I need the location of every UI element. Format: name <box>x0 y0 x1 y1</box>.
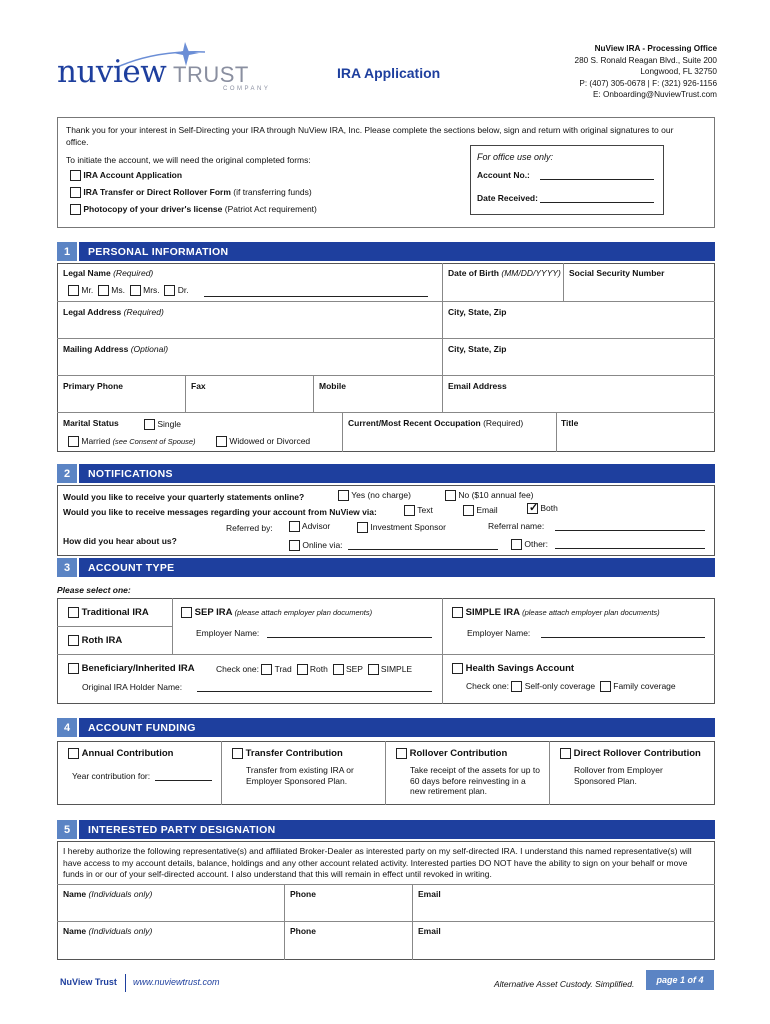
simple-employer-label: Employer Name: <box>467 628 531 638</box>
legal-address-label: Legal Address (Required) <box>63 307 164 317</box>
section-5-header <box>57 820 715 839</box>
hsa-option: Health Savings Account <box>452 663 574 674</box>
rollover-description: Take receipt of the assets for up to 60 days before reinvesting in a new retirement plan. <box>410 765 540 796</box>
annual-checkbox[interactable] <box>68 748 79 759</box>
transfer-checkbox[interactable] <box>232 748 243 759</box>
section-title: NOTIFICATIONS <box>79 464 715 483</box>
ira-application-checkbox[interactable] <box>70 170 81 181</box>
rollover-checkbox[interactable] <box>396 748 407 759</box>
both-option: ✓ Both <box>527 503 558 514</box>
divider <box>57 412 715 413</box>
section-2-header <box>57 464 715 483</box>
inherited-trad-checkbox[interactable] <box>261 664 272 675</box>
prefix-mr-checkbox[interactable] <box>68 285 79 296</box>
section-title: ACCOUNT FUNDING <box>79 718 715 737</box>
advisor-option: Advisor <box>289 521 330 532</box>
section-title: INTERESTED PARTY DESIGNATION <box>79 820 715 839</box>
prefix-mrs-checkbox[interactable] <box>130 285 141 296</box>
party2-email-label: Email <box>418 926 441 936</box>
widowed-option: Widowed or Divorced <box>216 436 310 447</box>
self-only-checkbox[interactable] <box>511 681 522 692</box>
hsa-coverage-options: Check one: Self-only coverage Family coverage <box>466 681 676 691</box>
messages-question: Would you like to receive messages regarding your account from NuView via: <box>63 507 377 517</box>
single-checkbox[interactable] <box>144 419 155 430</box>
divider <box>185 375 186 412</box>
year-contribution-label: Year contribution for: <box>72 771 151 781</box>
divider <box>385 741 386 805</box>
section-number: 5 <box>57 820 77 839</box>
transfer-form-checkbox[interactable] <box>70 187 81 198</box>
section-number: 1 <box>57 242 77 261</box>
divider <box>556 412 557 452</box>
online-statements-question: Would you like to receive your quarterly statements online? <box>63 492 305 502</box>
inherited-simple-checkbox[interactable] <box>368 664 379 675</box>
fax-label: Fax <box>191 381 206 391</box>
office-email: E: Onboarding@NuviewTrust.com <box>592 90 717 99</box>
prefix-ms-checkbox[interactable] <box>98 285 109 296</box>
party1-email-label: Email <box>418 889 441 899</box>
both-checkbox[interactable] <box>527 503 538 514</box>
statements-no-option: No ($10 annual fee) <box>445 490 534 501</box>
beneficiary-checkbox[interactable] <box>68 663 79 674</box>
hsa-checkbox[interactable] <box>452 663 463 674</box>
date-received-field[interactable] <box>540 194 654 203</box>
footer-tagline: Alternative Asset Custody. Simplified. <box>494 979 635 989</box>
hear-about-label: How did you hear about us? <box>63 536 177 546</box>
party1-phone-label: Phone <box>290 889 316 899</box>
statements-no-checkbox[interactable] <box>445 490 456 501</box>
section-number: 2 <box>57 464 77 483</box>
referral-name-field[interactable] <box>555 522 705 531</box>
divider <box>342 412 343 452</box>
traditional-option: Traditional IRA <box>68 607 149 618</box>
referred-by-label: Referred by: <box>226 523 273 533</box>
text-option: Text <box>404 505 433 516</box>
title-label: Title <box>561 418 579 428</box>
simple-employer-field[interactable] <box>541 629 705 638</box>
divider <box>57 375 715 376</box>
section-title: ACCOUNT TYPE <box>79 558 715 577</box>
city-state-zip-label: City, State, Zip <box>448 307 507 317</box>
divider <box>57 338 715 339</box>
footer-divider <box>125 974 126 992</box>
logo <box>55 36 271 96</box>
divider <box>313 375 314 412</box>
divider <box>221 741 222 805</box>
divider <box>442 598 443 704</box>
text-checkbox[interactable] <box>404 505 415 516</box>
select-one-label: Please select one: <box>57 585 131 595</box>
sep-option: SEP IRA (please attach employer plan documents) <box>181 607 372 618</box>
online-via-checkbox[interactable] <box>289 540 300 551</box>
date-received-label: Date Received: <box>477 193 538 203</box>
footer-brand: NuView Trust <box>60 977 117 987</box>
intro-paragraph: Thank you for your interest in Self-Directing your IRA through NuView IRA, Inc. Please complete the sections below, sign and return with original signatures to our office. <box>66 125 674 147</box>
form-item-label: Photocopy of your driver's license <box>83 204 223 214</box>
online-via-option: Online via: <box>289 540 343 551</box>
legal-name-field[interactable] <box>204 288 428 297</box>
other-checkbox[interactable] <box>511 539 522 550</box>
simple-checkbox[interactable] <box>452 607 463 618</box>
section-4-header <box>57 718 715 737</box>
divider <box>442 263 443 412</box>
sep-employer-field[interactable] <box>267 629 432 638</box>
logo-main: nuview <box>57 54 167 90</box>
divider <box>57 654 715 655</box>
divider <box>549 741 550 805</box>
name-prefix-options: Mr. Ms. Mrs. Dr. <box>68 285 189 296</box>
orig-holder-field[interactable] <box>197 683 432 692</box>
other-option: Other: <box>511 539 548 550</box>
inv-sponsor-checkbox[interactable] <box>357 522 368 533</box>
widowed-checkbox[interactable] <box>216 436 227 447</box>
ssn-label: Social Security Number <box>569 268 665 278</box>
orig-holder-label: Original IRA Holder Name: <box>82 682 183 692</box>
prefix-dr-checkbox[interactable] <box>164 285 175 296</box>
account-no-field[interactable] <box>540 171 654 180</box>
office-use-label: For office use only: <box>477 152 554 162</box>
divider <box>57 626 172 627</box>
direct-rollover-checkbox[interactable] <box>560 748 571 759</box>
email-address-label: Email Address <box>448 381 507 391</box>
office-city: Longwood, FL 32750 <box>640 67 717 76</box>
form-item-label: IRA Account Application <box>83 170 183 180</box>
office-address <box>575 43 717 101</box>
direct-rollover-description: Rollover from Employer Sponsored Plan. <box>574 765 663 786</box>
footer-url[interactable]: www.nuviewtrust.com <box>133 977 220 987</box>
divider <box>57 921 715 922</box>
inherited-type-options: Check one: Trad Roth SEP SIMPLE <box>216 664 413 674</box>
party2-phone-label: Phone <box>290 926 316 936</box>
sep-employer-label: Employer Name: <box>196 628 260 638</box>
transfer-description: Transfer from existing IRA or Employer Sponsored Plan. <box>246 765 354 786</box>
form-item-label: IRA Transfer or Direct Rollover Form <box>83 187 231 197</box>
roth-checkbox[interactable] <box>68 635 79 646</box>
statements-yes-checkbox[interactable] <box>338 490 349 501</box>
page-number: page 1 of 4 <box>646 970 714 990</box>
divider <box>57 884 715 885</box>
section-title: PERSONAL INFORMATION <box>79 242 715 261</box>
section-number: 3 <box>57 558 77 577</box>
mobile-label: Mobile <box>319 381 346 391</box>
interested-party-paragraph: I hereby authorize the following representative(s) and affiliated Broker-Dealer as interested party on my self-directed IRA. I understand this named representative(s) will have access to my account details, balance, holdings and any other account related activity. Interested parties DO NOT have the ability to sign on your behalf or move funds in or our of your self-directed account. I also understand that this will remain in effect until revoked in writing. <box>63 846 692 879</box>
section-1-header <box>57 242 715 261</box>
occupation-label: Current/Most Recent Occupation (Required) <box>348 418 524 428</box>
mailing-city-state-zip-label: City, State, Zip <box>448 344 507 354</box>
office-street: 280 S. Ronald Reagan Blvd., Suite 200 <box>574 55 717 65</box>
email-option: Email <box>463 505 498 516</box>
divider <box>284 884 285 960</box>
referral-name-label: Referral name: <box>488 521 545 531</box>
beneficiary-option: Beneficiary/Inherited IRA <box>68 663 195 674</box>
party1-name-label: Name (Individuals only) <box>63 889 153 899</box>
roth-option: Roth IRA <box>68 635 122 646</box>
inherited-roth-checkbox[interactable] <box>297 664 308 675</box>
advisor-checkbox[interactable] <box>289 521 300 532</box>
marital-status-label: Marital Status <box>63 418 119 428</box>
married-checkbox[interactable] <box>68 436 79 447</box>
other-field[interactable] <box>555 540 705 549</box>
footer <box>57 972 715 996</box>
divider <box>412 884 413 960</box>
legal-name-label: Legal Name (Required) <box>63 268 154 278</box>
simple-option: SIMPLE IRA (please attach employer plan documents) <box>452 607 660 618</box>
logo-company: COMPANY <box>223 86 271 92</box>
statements-yes-option: Yes (no charge) <box>338 490 411 501</box>
form-checklist: IRA Account Application IRA Transfer or Direct Rollover Form (if transferring funds) Photocopy of your driver's license (Patriot Act requirement) <box>70 170 317 221</box>
annual-option: Annual Contribution <box>68 748 173 759</box>
divider <box>57 301 715 302</box>
inv-sponsor-option: Investment Sponsor <box>357 522 446 533</box>
married-option: Married (see Consent of Spouse) <box>68 436 196 447</box>
transfer-option: Transfer Contribution <box>232 748 343 759</box>
family-checkbox[interactable] <box>600 681 611 692</box>
single-option: Single <box>144 419 181 430</box>
traditional-checkbox[interactable] <box>68 607 79 618</box>
mailing-address-label: Mailing Address (Optional) <box>63 344 169 354</box>
divider <box>172 598 173 654</box>
year-contribution-field[interactable] <box>155 772 212 781</box>
rollover-option: Rollover Contribution <box>396 748 507 759</box>
divider <box>563 263 564 301</box>
sep-checkbox[interactable] <box>181 607 192 618</box>
page-title: IRA Application <box>337 65 441 81</box>
section-3-header <box>57 558 715 577</box>
intro-initiate: To initiate the account, we will need the original completed forms: <box>66 155 311 165</box>
party2-name-label: Name (Individuals only) <box>63 926 153 936</box>
section-number: 4 <box>57 718 77 737</box>
office-phone: P: (407) 305-0678 | F: (321) 926-1156 <box>579 78 717 88</box>
inherited-sep-checkbox[interactable] <box>333 664 344 675</box>
primary-phone-label: Primary Phone <box>63 381 123 391</box>
license-copy-checkbox[interactable] <box>70 204 81 215</box>
office-name: NuView IRA - Processing Office <box>594 44 717 53</box>
account-no-label: Account No.: <box>477 170 530 180</box>
direct-rollover-option: Direct Rollover Contribution <box>560 748 701 759</box>
logo-trust: TRUST <box>173 62 249 87</box>
online-via-field[interactable] <box>348 541 498 550</box>
dob-label: Date of Birth (MM/DD/YYYY) <box>448 268 561 278</box>
email-checkbox[interactable] <box>463 505 474 516</box>
